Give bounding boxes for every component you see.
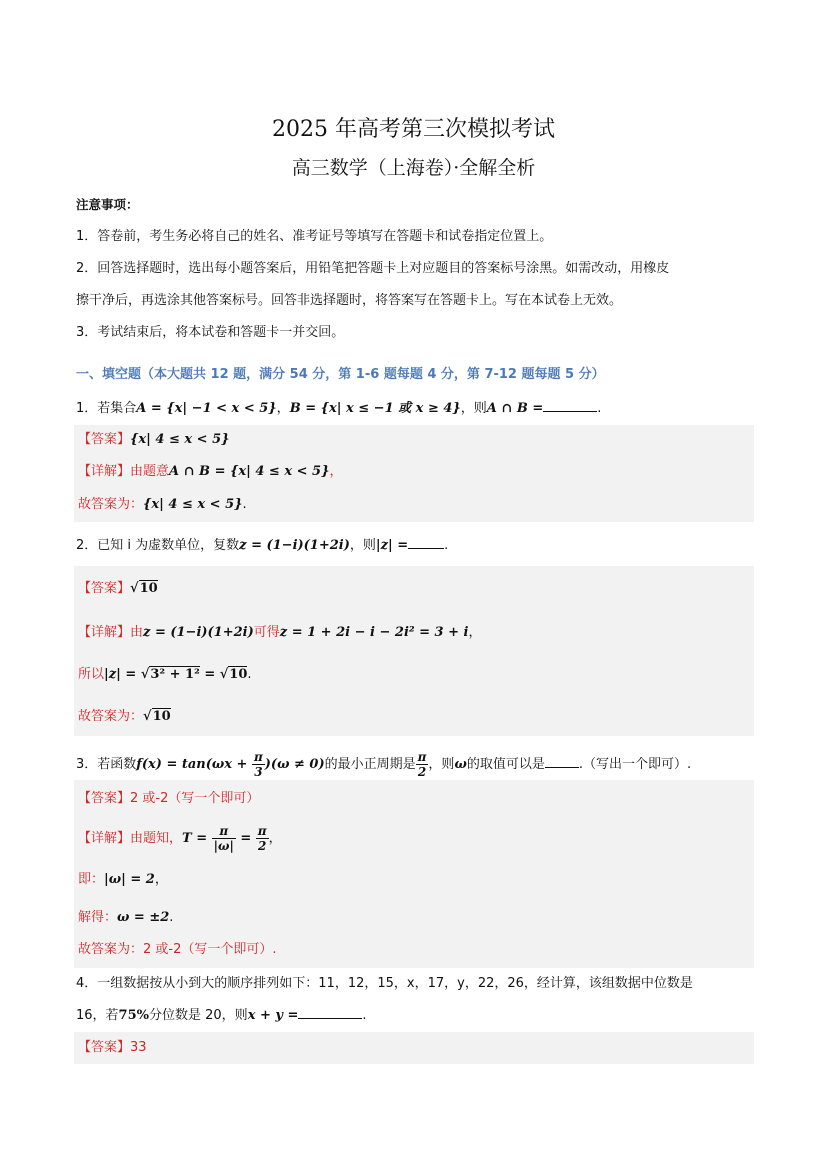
q3-period-num: π [417, 750, 427, 764]
q2-final: 故答案为：√10 [78, 709, 171, 724]
question-2 [76, 536, 448, 556]
q3-end: .（写出一个即可）. [578, 757, 692, 772]
q4-answer-value: 33 [130, 1040, 147, 1055]
q3-detail-frac2: $\frac{\pi}{2}$ [257, 824, 267, 853]
page-subtitle: 高三数学（上海卷）·全解全析 [291, 157, 536, 179]
q4-answer [78, 1038, 147, 1058]
q3-final [78, 940, 277, 960]
q2-final-value: 10 [152, 709, 171, 724]
q2-detail [78, 623, 481, 643]
q1-answer-value: {x| 4 ≤ x < 5} [130, 432, 230, 447]
q3-final-value: 2 或-2（写一个即可）. [143, 942, 277, 957]
q2-so-text: 所以 [78, 667, 105, 682]
q2-mod: |z| = [375, 538, 409, 553]
question-4-line-1: 4．一组数据按从小到大的顺序排列如下：11，12，15，x，17，y，22，26，经计算，该组数据中位数是 [76, 976, 693, 991]
q3-period [416, 750, 429, 779]
notice-heading: 注意事项： [76, 197, 139, 212]
notice-item-2-cont: 擦干净后，再选涂其他答案标号。回答非选择题时，将答案写在答题卡上。写在本试卷上无效。 [76, 293, 623, 308]
q2-so: 所以|z| = √3² + 1² = √10. [78, 667, 252, 682]
q3-ask2: 的取值可以是 [466, 757, 545, 772]
q4-end: . [362, 1008, 367, 1023]
q2-blank [408, 546, 444, 549]
q3-ji-end: ， [154, 872, 168, 887]
q1-ask: ，则 [460, 401, 487, 416]
q1-detail-end: ， [329, 464, 343, 479]
q1-detail-text: 由题意 [130, 464, 170, 479]
section-title: 一、填空题（本大题共 12 题，满分 54 分，第 1-6 题每题 4 分，第 7-12 题每题 5 分） [76, 367, 605, 382]
q2-end: . [444, 538, 449, 553]
question-3 [76, 750, 691, 779]
q2-detail-text2: 可得 [253, 625, 280, 640]
q3-jie [78, 908, 173, 928]
notice-item-3: 3．考试结束后，将本试卷和答题卡一并交回。 [76, 325, 345, 340]
q3-blank [545, 765, 579, 768]
q3-ask: ，则 [428, 757, 455, 772]
q3-omega: ω [454, 757, 467, 772]
q3-ji-expr: |ω| = 2 [104, 872, 155, 887]
q2-so-end: . [247, 667, 252, 682]
q3-detail-end: ， [268, 831, 282, 846]
q2-so-expr: |z| = [104, 667, 141, 682]
q1-sep: ， [276, 401, 290, 416]
q3-detail-t: T = [182, 831, 212, 846]
q3-frac [252, 750, 265, 779]
q4-blank [298, 1016, 362, 1019]
notice-item-1: 1．答卷前，考生务必将自己的姓名、准考证号等填写在答题卡和试卷指定位置上。 [76, 229, 553, 244]
q3-prefix: 3．若函数 [76, 757, 137, 772]
q1-expr: A ∩ B = [486, 401, 544, 416]
q3-detail-frac1: $\frac{\pi}{|\omega|}$ [213, 824, 234, 853]
q3-solution-box [74, 780, 754, 968]
q3-func: f(x) = tan(ωx + [136, 757, 252, 772]
q2-so-sqrt: 3² + 1² [150, 667, 200, 682]
answer-label: 【答案】 [78, 432, 131, 447]
q2-answer-value: 10 [139, 581, 158, 596]
question-1 [76, 399, 601, 419]
q2-detail-expr1: z = (1−i)(1+2i) [143, 625, 254, 640]
q3-ji-text: 即： [78, 872, 105, 887]
q4-line2-b: 分位数是 20，则 [149, 1008, 248, 1023]
q1-detail-expr: A ∩ B = {x| 4 ≤ x < 5} [169, 464, 330, 479]
q2-answer: 【答案】√10 [78, 581, 158, 596]
q2-ask: ，则 [349, 538, 376, 553]
q1-final [78, 495, 247, 515]
q2-detail-expr2: z = 1 + 2i − i − 2i² = 3 + i [279, 625, 469, 640]
q1-set-a: A = {x| −1 < x < 5} [136, 401, 277, 416]
q1-detail [78, 462, 342, 482]
q2-solution-box [74, 566, 754, 736]
q3-jie-end: . [169, 910, 174, 925]
answer-label: 【答案】 [78, 1040, 131, 1055]
q4-line2-a: 16，若 [76, 1008, 119, 1023]
detail-label: 【详解】 [78, 464, 131, 479]
q3-frac-den: 3 [254, 765, 263, 779]
q1-solution-box [74, 425, 754, 522]
q1-final-value: {x| 4 ≤ x < 5} [143, 497, 243, 512]
q3-detail: 【详解】由题知，T = $\frac{\pi}{|\omega|}$ = $\frac{\pi}{2}$ ， [78, 824, 282, 853]
q1-set-b: B = {x| x ≤ −1 或 x ≥ 4} [289, 401, 461, 416]
q3-func-end: )(ω ≠ 0) [264, 757, 325, 772]
q3-answer-value: 2 或-2（写一个即可） [130, 791, 260, 806]
therefore-label: 故答案为： [78, 942, 144, 957]
q2-prefix: 2．已知 i 为虚数单位，复数 [76, 538, 240, 553]
notice-item-2: 2．回答选择题时，选出每小题答案后，用铅笔把答题卡上对应题目的答案标号涂黑。如需改动，用橡皮 [76, 261, 670, 276]
therefore-label: 故答案为： [78, 497, 144, 512]
q3-ji [78, 870, 168, 890]
q3-jie-text: 解得： [78, 910, 118, 925]
q3-jie-expr: ω = ±2 [117, 910, 170, 925]
q4-expr: x + y = [247, 1008, 299, 1023]
q3-period-den: 2 [417, 765, 427, 779]
q3-mid: 的最小正周期是 [324, 757, 416, 772]
q1-final-end: . [242, 497, 247, 512]
q3-answer [78, 789, 259, 809]
page-title: 2025 年高考第三次模拟考试 [272, 117, 555, 142]
detail-label: 【详解】 [78, 625, 131, 640]
answer-label: 【答案】 [78, 791, 131, 806]
q1-prefix: 1．若集合 [76, 401, 137, 416]
question-4-line-2 [76, 1006, 367, 1026]
q2-so-val: 10 [229, 667, 248, 682]
q1-end: . [597, 401, 602, 416]
answer-label: 【答案】 [78, 581, 131, 596]
q3-detail-text: 由题知， [130, 831, 183, 846]
q1-answer [78, 430, 229, 450]
q4-solution-box [74, 1032, 754, 1064]
q4-pct: 75% [118, 1008, 149, 1023]
q2-detail-text1: 由 [130, 625, 144, 640]
q2-detail-end: ， [468, 625, 482, 640]
q3-frac-num: π [253, 750, 263, 764]
q2-so-eq: = [199, 667, 220, 682]
therefore-label: 故答案为： [78, 709, 144, 724]
detail-label: 【详解】 [78, 831, 131, 846]
q1-blank [543, 409, 597, 412]
q2-expr: z = (1−i)(1+2i) [239, 538, 350, 553]
